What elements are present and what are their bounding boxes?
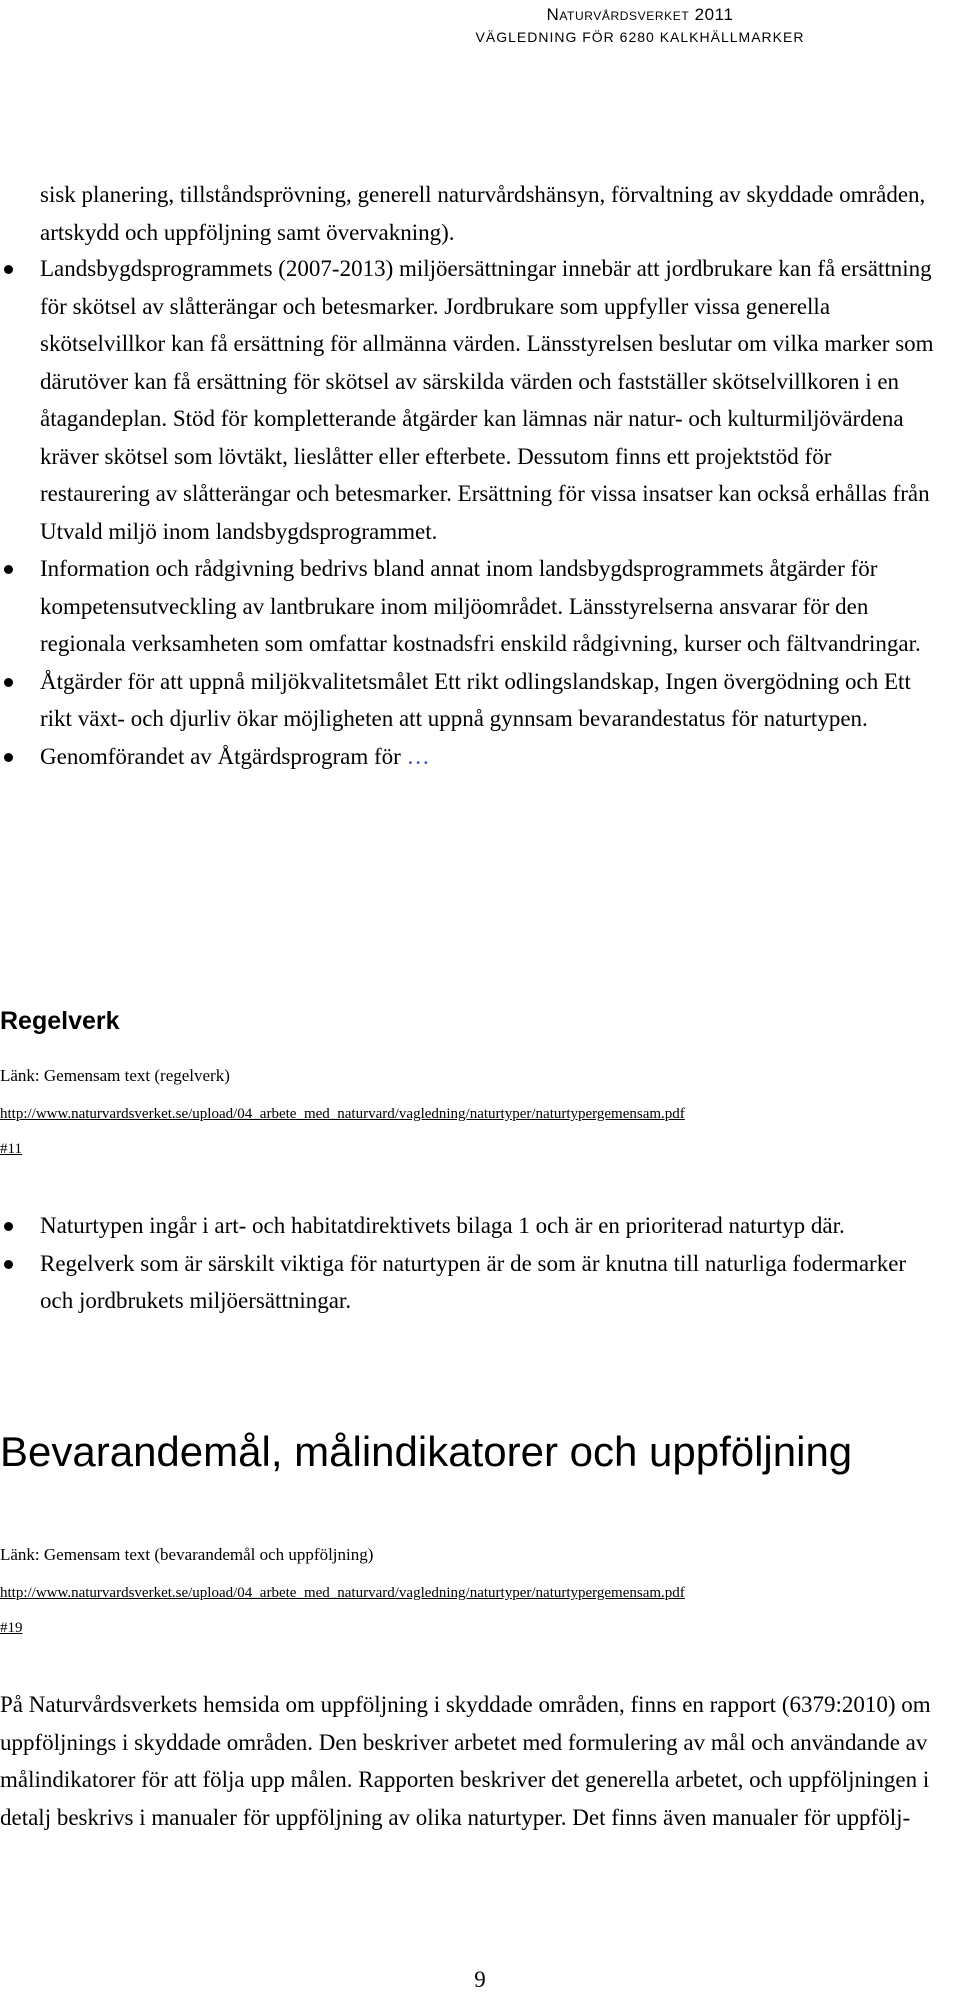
bevarande-anchor-link[interactable]: #19 <box>0 1620 23 1636</box>
running-header <box>320 3 960 49</box>
bullet-icon <box>4 678 13 687</box>
bullet-icon <box>4 1222 13 1231</box>
list-item-text: Landsbygdsprogrammets (2007-2013) miljöersättningar innebär att jordbrukare kan få ersättning för skötsel av slåtterängar och betesmarker. Jordbrukare som uppfyller vissa generella skötselvillkor kan få ersättning för allmänna värden. Länsstyrelsen beslutar om vilka marker som därutöver kan få ersättning för skötsel av särskilda värden och fastställer skötselvillkoren i en åtagandeplan. Stöd för kompletterande åtgärder kan lämnas när natur- och kulturmiljövärdena kräver skötsel som lövtäkt, lieslåtter eller efterbete. Dessutom finns ett projektstöd för restaurering av slåtterängar och betesmarker. Ersättning för vissa insatser kan också erhållas från Utvald miljö inom landsbygdsprogrammet. <box>40 256 934 544</box>
header-publisher: Naturvårdsverket 2011 <box>546 5 734 24</box>
section-heading-bevarande: Bevarandemål, målindikatorer och uppföljning <box>0 1428 853 1475</box>
link-label-regelverk: Länk: Gemensam text (regelverk) <box>0 1066 230 1085</box>
section-heading-regelverk: Regelverk <box>0 1007 120 1035</box>
regelverk-anchor-link[interactable]: #11 <box>0 1141 22 1157</box>
intro-continuation: sisk planering, tillståndsprövning, generell naturvårdshänsyn, förvaltning av skyddade områden, artskydd och uppföljning samt övervakning). <box>40 182 926 245</box>
bullet-icon <box>4 1260 13 1269</box>
list-item-text: Genomförandet av Åtgärdsprogram för <box>40 743 407 769</box>
link-label-bevarande: Länk: Gemensam text (bevarandemål och uppföljning) <box>0 1545 374 1564</box>
bevarande-pdf-link[interactable]: http://www.naturvardsverket.se/upload/04_arbete_med_naturvard/vagledning/naturtyper/naturtypergemensam.pdf <box>0 1585 685 1601</box>
list-item-text: Regelverk som är särskilt viktiga för naturtypen är de som är knutna till naturliga fodermarker och jordbrukets miljöersättningar. <box>40 1250 907 1313</box>
list-item <box>0 1245 945 1320</box>
list-item <box>0 663 945 738</box>
bullet-icon <box>4 565 13 574</box>
list-item <box>0 250 945 550</box>
bullet-icon <box>4 265 13 274</box>
list-item-text: Information och rådgivning bedrivs bland annat inom landsbygdsprogrammets åtgärder för kompetensutveckling av lantbrukare inom miljöområdet. Länsstyrelserna ansvarar för den regionala verksamheten som omfattar kostnadsfri enskild rådgivning, kurser och fältvandringar. <box>40 556 921 656</box>
header-document-title: VÄGLEDNING FÖR 6280 KALKHÄLLMARKER <box>475 29 805 45</box>
bullet-list-measures <box>0 250 945 775</box>
list-item-text: Naturtypen ingår i art- och habitatdirektivets bilaga 1 och är en prioriterad naturtyp där. <box>40 1213 845 1238</box>
regelverk-pdf-link[interactable]: http://www.naturvardsverket.se/upload/04_arbete_med_naturvard/vagledning/naturtyper/naturtypergemensam.pdf <box>0 1106 685 1122</box>
list-item <box>0 1207 945 1245</box>
page-number: 9 <box>474 1967 486 1992</box>
bevarande-paragraph: På Naturvårdsverkets hemsida om uppföljning i skyddade områden, finns en rapport (6379:2010) om uppföljnings i skyddade områden. Den beskriver arbetet med formulering av mål och användande av målindikatorer för att följa upp målen. Rapporten beskriver det generella arbetet, och uppföljningen i detalj beskrivs i manualer för uppföljning av olika naturtyper. Det finns även manualer för uppfölj- <box>0 1692 931 1830</box>
list-item <box>0 550 945 663</box>
list-item <box>0 738 945 776</box>
bullet-icon <box>4 753 13 762</box>
placeholder-ellipsis: … <box>406 743 430 769</box>
list-item-text: Åtgärder för att uppnå miljökvalitetsmålet Ett rikt odlingslandskap, Ingen övergödning och Ett rikt växt- och djurliv ökar möjligheten att uppnå gynnsam bevarandestatus för naturtypen. <box>40 668 911 731</box>
bullet-list-regelverk <box>0 1207 945 1320</box>
